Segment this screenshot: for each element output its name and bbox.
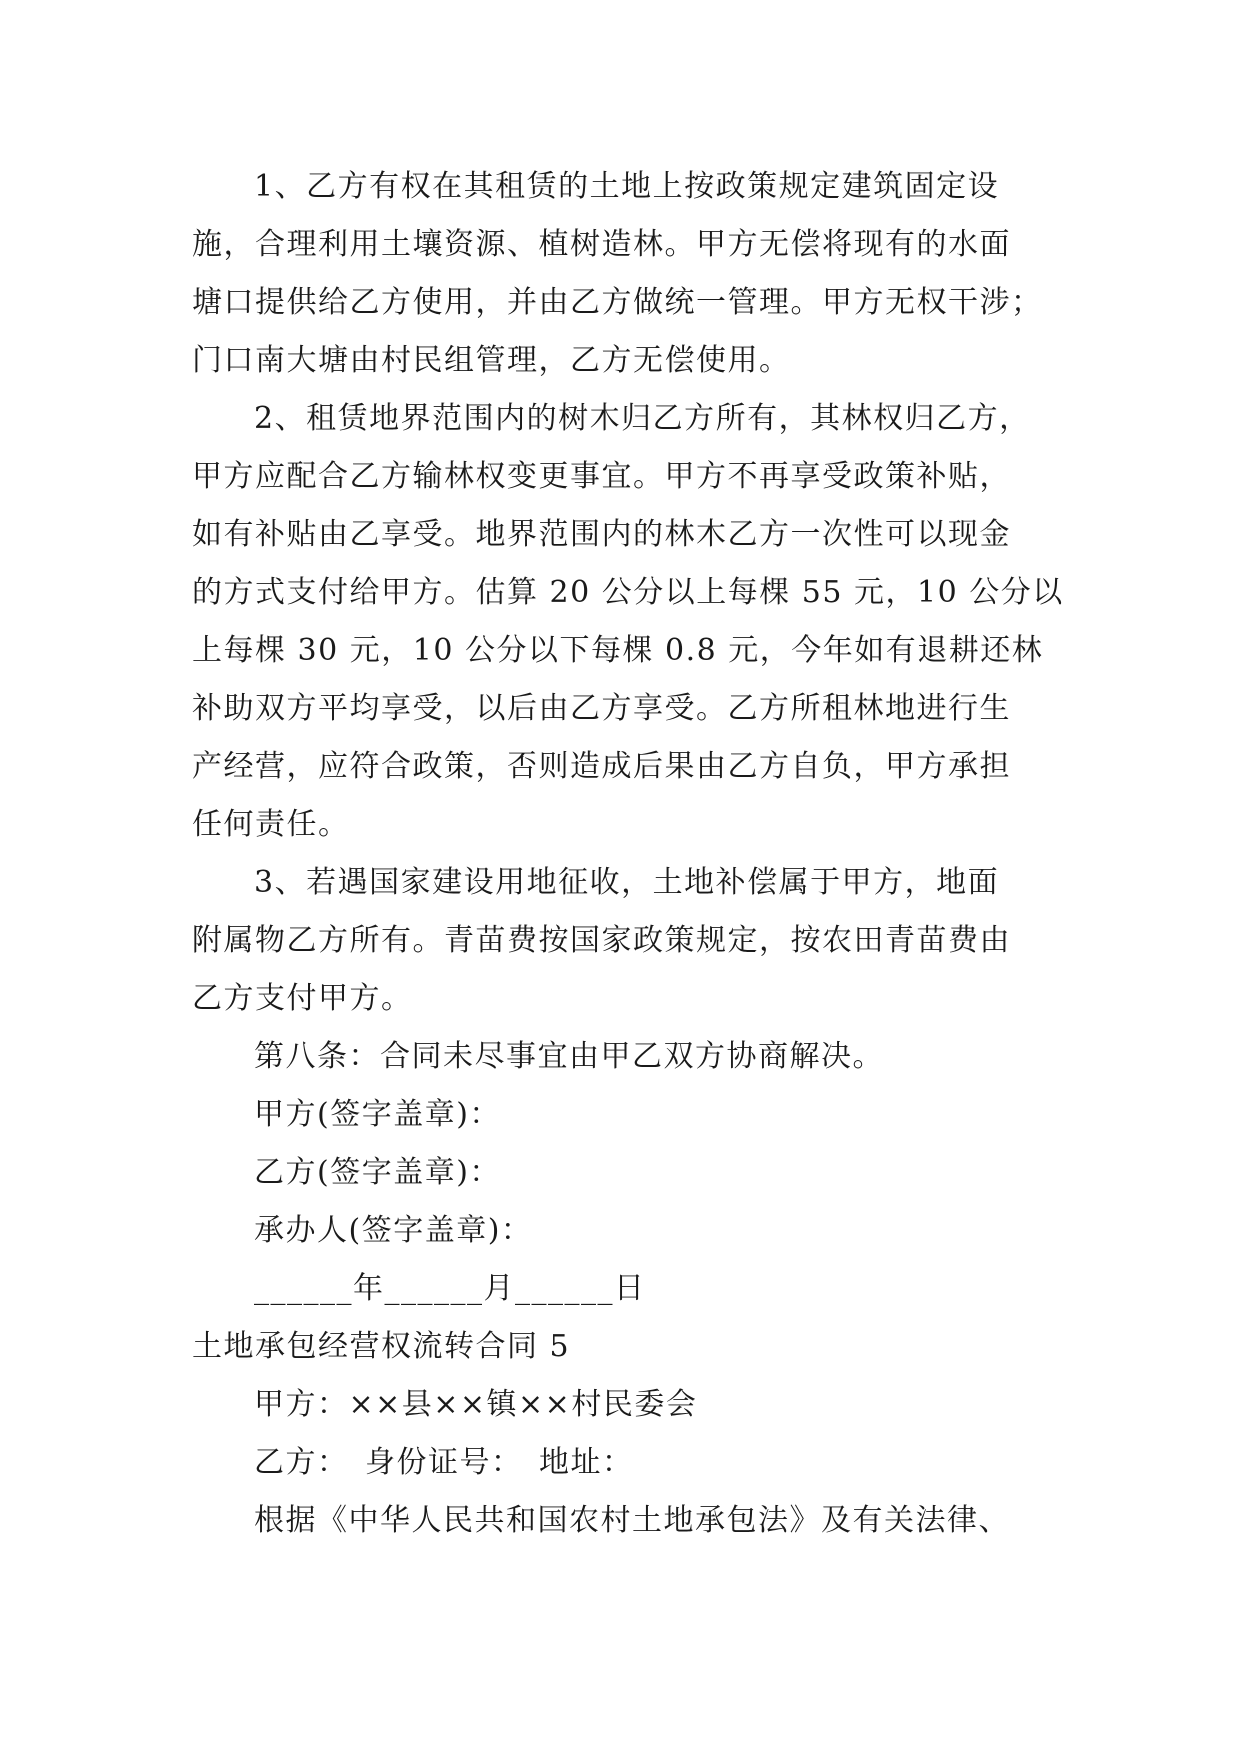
paragraph-1-line-2: 施，合理利用土壤资源、植树造林。甲方无偿将现有的水面 xyxy=(192,227,1011,262)
party-b-line: 乙方： 身份证号： 地址： xyxy=(254,1445,634,1480)
party-a-line: 甲方：××县××镇××村民委会 xyxy=(254,1387,698,1422)
paragraph-2-line-4: 的方式支付给甲方。估算 20 公分以上每棵 55 元，10 公分以 xyxy=(192,575,1064,610)
contract-title: 土地承包经营权流转合同 5 xyxy=(192,1329,571,1364)
basis-line: 根据《中华人民共和国农村土地承包法》及有关法律、 xyxy=(254,1503,1010,1538)
paragraph-2-line-2: 甲方应配合乙方输林权变更事宜。甲方不再享受政策补贴， xyxy=(192,459,1011,494)
party-b-signature: 乙方(签字盖章)： xyxy=(254,1155,501,1190)
paragraph-3-line-2: 附属物乙方所有。青苗费按国家政策规定，按农田青苗费由 xyxy=(192,923,1011,958)
date-line: ______年______月______日 xyxy=(254,1271,646,1306)
paragraph-2-line-7: 产经营，应符合政策，否则造成后果由乙方自负，甲方承担 xyxy=(192,749,1011,784)
paragraph-2-line-6: 补助双方平均享受，以后由乙方享受。乙方所租林地进行生 xyxy=(192,691,1011,726)
paragraph-3-line-3: 乙方支付甲方。 xyxy=(192,981,413,1016)
article-eight: 第八条：合同未尽事宜由甲乙双方协商解决。 xyxy=(254,1039,884,1074)
paragraph-2-line-8: 任何责任。 xyxy=(192,807,350,842)
paragraph-3-line-1: 3、若遇国家建设用地征收，土地补偿属于甲方，地面 xyxy=(254,865,1000,900)
paragraph-2-line-5: 上每棵 30 元，10 公分以下每棵 0.8 元，今年如有退耕还林 xyxy=(192,633,1044,668)
paragraph-1-line-1: 1、乙方有权在其租赁的土地上按政策规定建筑固定设 xyxy=(254,169,1000,204)
paragraph-1-line-4: 门口南大塘由村民组管理，乙方无偿使用。 xyxy=(192,343,791,378)
party-a-signature: 甲方(签字盖章)： xyxy=(254,1097,501,1132)
handler-signature: 承办人(签字盖章)： xyxy=(254,1213,533,1248)
paragraph-2-line-1: 2、租赁地界范围内的树木归乙方所有，其林权归乙方， xyxy=(254,401,1031,436)
paragraph-1-line-3: 塘口提供给乙方使用，并由乙方做统一管理。甲方无权干涉； xyxy=(192,285,1043,320)
paragraph-2-line-3: 如有补贴由乙享受。地界范围内的林木乙方一次性可以现金 xyxy=(192,517,1011,552)
